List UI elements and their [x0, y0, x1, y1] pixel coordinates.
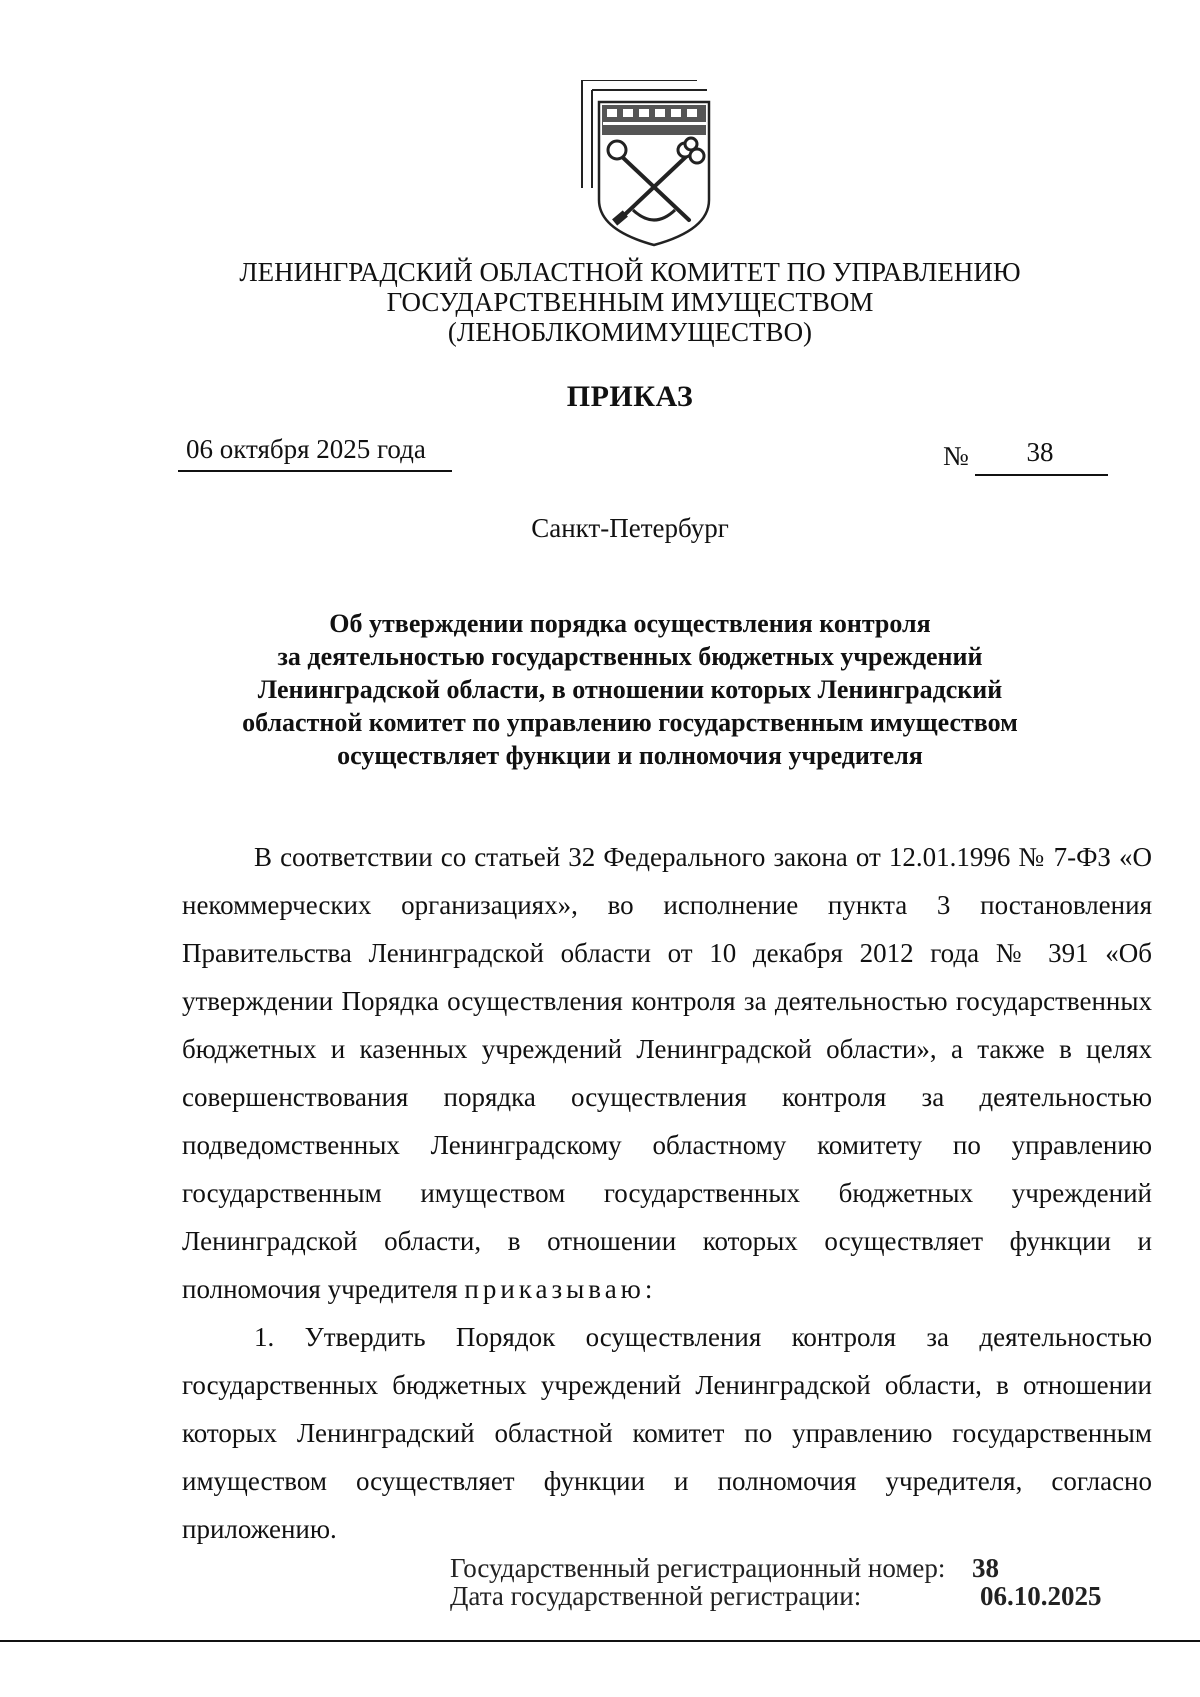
document-city: Санкт-Петербург [531, 513, 729, 543]
document-number-underline [975, 474, 1108, 476]
document-date: 06 октября 2025 года [186, 434, 426, 464]
organization-abbreviation: (ЛЕНОБЛКОМИМУЩЕСТВО) [447, 317, 813, 347]
registration-date-label: Дата государственной регистрации: [450, 1581, 862, 1611]
organization-name-line-1: ЛЕНИНГРАДСКИЙ ОБЛАСТНОЙ КОМИТЕТ ПО УПРАВЛЕНИЮ [239, 257, 1021, 287]
document-date-field [178, 430, 452, 472]
document-title-line: областной комитет по управлению государственным имуществом [242, 708, 1018, 737]
page-bottom-rule [0, 1640, 1200, 1642]
document-number-sign: № [943, 441, 969, 471]
document-title-line: за деятельностью государственных бюджетных учреждений [277, 642, 983, 671]
order-word: приказываю: [464, 1274, 657, 1304]
organization-name-line-2: ГОСУДАРСТВЕННЫМ ИМУЩЕСТВОМ [386, 287, 874, 317]
document-type: ПРИКАЗ [566, 380, 694, 413]
leningrad-oblast-coat-of-arms-icon [577, 80, 717, 250]
preamble-paragraph [182, 833, 1152, 1313]
registration-date-value: 06.10.2025 [980, 1581, 1102, 1611]
organization-header [200, 257, 1060, 347]
document-title-line: Ленинградской области, в отношении которых Ленинградский [257, 675, 1003, 704]
registration-number-row [450, 1555, 1110, 1583]
document-body [182, 833, 1152, 1553]
preamble-text: В соответствии со статьей 32 Федерального закона от 12.01.1996 № 7-ФЗ «О некоммерческих организациях», во исполнение пункта 3 постановления Правительства Ленинградской области от 10 декабря 2012 года № 391 «Об утверждении Порядка осуществления контроля за деятельностью государственных бюджетных и казенных учреждений Ленинградской области», а также в целях совершенствования порядка осуществления контроля за деятельностью подведомственных Ленинградскому областному комитету по управлению государственным имуществом государственных бюджетных учреждений Ленинградской области, в отношении которых осуществляет функции и полномочия учредителя [182, 842, 1152, 1304]
order-item-1: 1. Утвердить Порядок осуществления контроля за деятельностью государственных бюджетных учреждений Ленинградской области, в отношении которых Ленинградский областной комитет по управлению государственным имуществом осуществляет функции и полномочия учредителя, согласно приложению. [182, 1322, 1152, 1544]
registration-date-row [450, 1583, 1110, 1611]
document-title-line: Об утверждении порядка осуществления контроля [329, 609, 931, 638]
registration-number-label: Государственный регистрационный номер: [450, 1553, 946, 1583]
document-title [190, 607, 1070, 772]
registration-block [450, 1555, 1110, 1611]
registration-number-value: 38 [972, 1553, 999, 1583]
document-number: 38 [1026, 437, 1054, 467]
document-title-line: осуществляет функции и полномочия учредителя [337, 741, 923, 770]
